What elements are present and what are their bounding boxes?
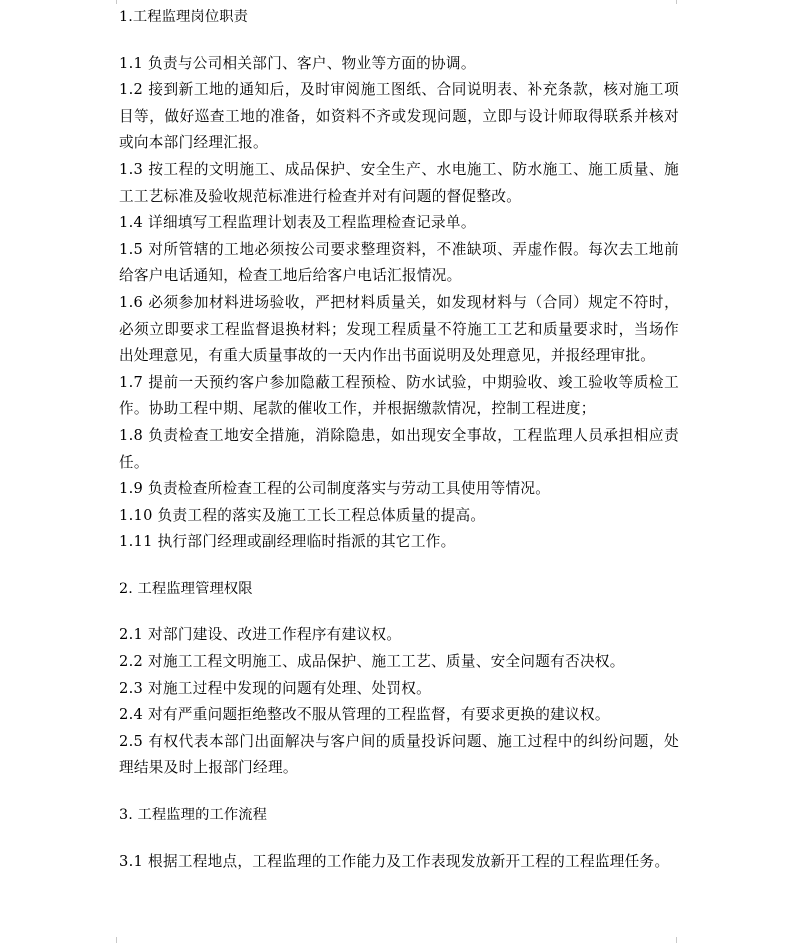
crop-mark-bottom-right xyxy=(676,937,697,943)
paragraph-1-9: 1.9 负责检查所检查工程的公司制度落实与劳动工具使用等情况。 xyxy=(119,480,551,498)
paragraph-1-3: 1.3 按工程的文明施工、成品保护、安全生产、水电施工、防水施工、施工质量、施工工艺标准及验收规范标准进行检查并对有问题的督促整改。 xyxy=(119,160,679,205)
paragraph-2-1: 2.1 对部门建设、改进工作程序有建议权。 xyxy=(119,626,402,644)
paragraph-1-11: 1.11 执行部门经理或副经理临时指派的其它工作。 xyxy=(119,533,456,551)
crop-mark-top-left xyxy=(96,0,117,4)
paragraph-3-1: 3.1 根据工程地点，工程监理的工作能力及工作表现发放新开工程的工程监理任务。 xyxy=(119,852,670,870)
spacer xyxy=(119,31,679,51)
section-2-heading: 2. 工程监理管理权限 xyxy=(119,580,253,597)
paragraph-2-3: 2.3 对施工过程中发现的问题有处理、处罚权。 xyxy=(119,679,432,697)
paragraph-1-10: 1.10 负责工程的落实及施工工长工程总体质量的提高。 xyxy=(119,506,486,524)
crop-mark-bottom-left xyxy=(96,937,117,943)
document-body xyxy=(119,4,679,875)
paragraph-1-1: 1.1 负责与公司相关部门、客户、物业等方面的协调。 xyxy=(119,54,476,72)
paragraph-1-4: 1.4 详细填写工程监理计划表及工程监理检查记录单。 xyxy=(119,214,476,232)
crop-mark-top-right xyxy=(676,0,697,4)
paragraph-2-2: 2.2 对施工工程文明施工、成品保护、施工工艺、质量、安全问题有否决权。 xyxy=(119,653,625,671)
spacer xyxy=(119,829,679,849)
paragraph-1-5: 1.5 对所管辖的工地必须按公司要求整理资料，不准缺项、弄虚作假。每次去工地前给客户电话通知，检查工地后给客户电话汇报情况。 xyxy=(119,240,679,285)
paragraph-2-5: 2.5 有权代表本部门出面解决与客户间的质量投诉问题、施工过程中的纠纷问题，处理结果及时上报部门经理。 xyxy=(119,732,679,777)
paragraph-1-8: 1.8 负责检查工地安全措施，消除隐患，如出现安全事故，工程监理人员承担相应责任。 xyxy=(119,426,679,471)
section-1-heading: 1.工程监理岗位职责 xyxy=(119,9,249,25)
paragraph-1-2: 1.2 接到新工地的通知后，及时审阅施工图纸、合同说明表、补充条款，核对施工项目等，做好巡查工地的准备，如资料不齐或发现问题，立即与设计师取得联系并核对或向本部门经理汇报。 xyxy=(119,81,679,152)
paragraph-1-7: 1.7 提前一天预约客户参加隐蔽工程预检、防水试验，中期验收、竣工验收等质检工作。协助工程中期、尾款的催收工作，并根据缴款情况，控制工程进度； xyxy=(119,373,679,418)
paragraph-2-4: 2.4 对有严重问题拒绝整改不服从管理的工程监督，有要求更换的建议权。 xyxy=(119,706,610,724)
spacer xyxy=(119,602,679,622)
spacer xyxy=(119,556,679,576)
spacer xyxy=(119,782,679,802)
paragraph-1-6: 1.6 必须参加材料进场验收，严把材料质量关，如发现材料与（合同）规定不符时，必须立即要求工程监督退换材料；发现工程质量不符施工工艺和质量要求时，当场作出处理意见，有重大质量事故的一天内作出书面说明及处理意见，并报经理审批。 xyxy=(119,293,679,365)
section-3-heading: 3. 工程监理的工作流程 xyxy=(119,807,268,824)
